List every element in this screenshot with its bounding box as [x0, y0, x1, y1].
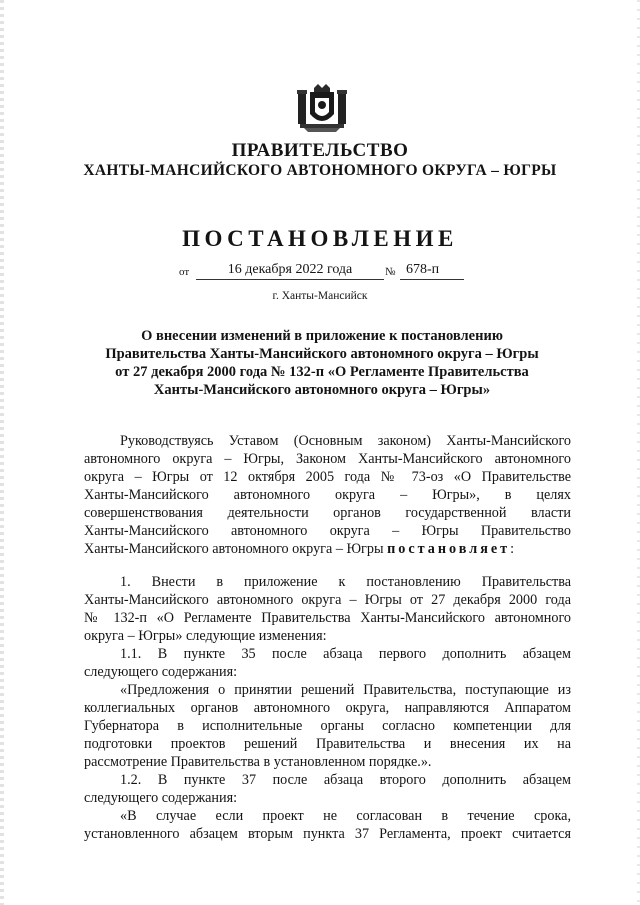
text-line: «В случае если проект не согласован в течение срока,	[120, 808, 571, 824]
text-line: рассмотрение Правительства в установленном порядке.».	[84, 754, 432, 770]
text-line: следующего содержания:	[84, 790, 238, 806]
text-line: подготовки проектов решений Правительства и внесения их на	[84, 736, 571, 752]
government-region: ХАНТЫ-МАНСИЙСКОГО АВТОНОМНОГО ОКРУГА – ЮГРЫ	[83, 162, 557, 179]
document-date: 16 декабря 2022 года	[196, 262, 384, 280]
subject-line: О внесении изменений в приложение к постановлению	[141, 328, 503, 344]
document-subject	[80, 327, 564, 399]
text-line: Губернатора в исполнительные органы согласно компетенции для	[84, 718, 571, 734]
coat-of-arms-emblem	[294, 84, 350, 132]
text-fragment: Ханты-Мансийского автономного округа – Югры	[84, 541, 388, 557]
text-line: автономного округа – Югры, Законом Ханты-Мансийского автономного	[84, 451, 571, 467]
date-from-label: от	[179, 266, 190, 278]
text-line: Руководствуясь Уставом (Основным законом) Ханты-Мансийского	[120, 433, 571, 449]
decree-body	[84, 573, 571, 843]
document-city: г. Ханты-Мансийск	[272, 290, 368, 302]
decree-word: постановляет	[387, 541, 511, 557]
document-number-label: №	[385, 266, 396, 278]
text-line: Ханты-Мансийского автономного округа – Югры», в целях	[84, 487, 571, 503]
text-line	[84, 540, 571, 558]
text-line: совершенствования деятельности органов государственной власти	[84, 505, 571, 521]
subject-line: от 27 декабря 2000 года № 132-п «О Регламенте Правительства	[115, 364, 529, 380]
text-fragment: :	[510, 541, 515, 557]
subject-line: Правительства Ханты-Мансийского автономного округа – Югры	[105, 346, 539, 362]
preamble-paragraph	[84, 432, 571, 558]
subject-line: Ханты-Мансийского автономного округа – Югры»	[153, 382, 491, 398]
text-line: округа – Югры» следующие изменения:	[84, 628, 327, 644]
text-line: 1.1. В пункте 35 после абзаца первого дополнить абзацем	[120, 646, 571, 662]
text-line: «Предложения о принятии решений Правительства, поступающие из	[120, 682, 571, 698]
document-type-title: ПОСТАНОВЛЕНИЕ	[182, 226, 458, 251]
text-line: 1. Внести в приложение к постановлению Правительства	[120, 574, 571, 590]
text-line: № 132-п «О Регламенте Правительства Ханты-Мансийского автономного	[84, 610, 571, 626]
text-line: округа – Югры от 12 октября 2005 года № 73-оз «О Правительстве	[84, 469, 571, 485]
text-line: Ханты-Мансийского автономного округа – Югры от 27 декабря 2000 года	[84, 592, 571, 608]
text-line: установленного абзацем вторым пункта 37 Регламента, проект считается	[84, 826, 571, 842]
text-line: 1.2. В пункте 37 после абзаца второго дополнить абзацем	[120, 772, 571, 788]
text-line: Ханты-Мансийского автономного округа – Югры Правительство	[84, 523, 571, 539]
document-number: 678-п	[400, 262, 464, 280]
text-line: следующего содержания:	[84, 664, 238, 680]
scan-left-edge	[0, 0, 4, 905]
text-line: коллегиальных органов автономного округа, направляются Аппаратом	[84, 700, 571, 716]
government-title: ПРАВИТЕЛЬСТВО	[231, 140, 409, 161]
